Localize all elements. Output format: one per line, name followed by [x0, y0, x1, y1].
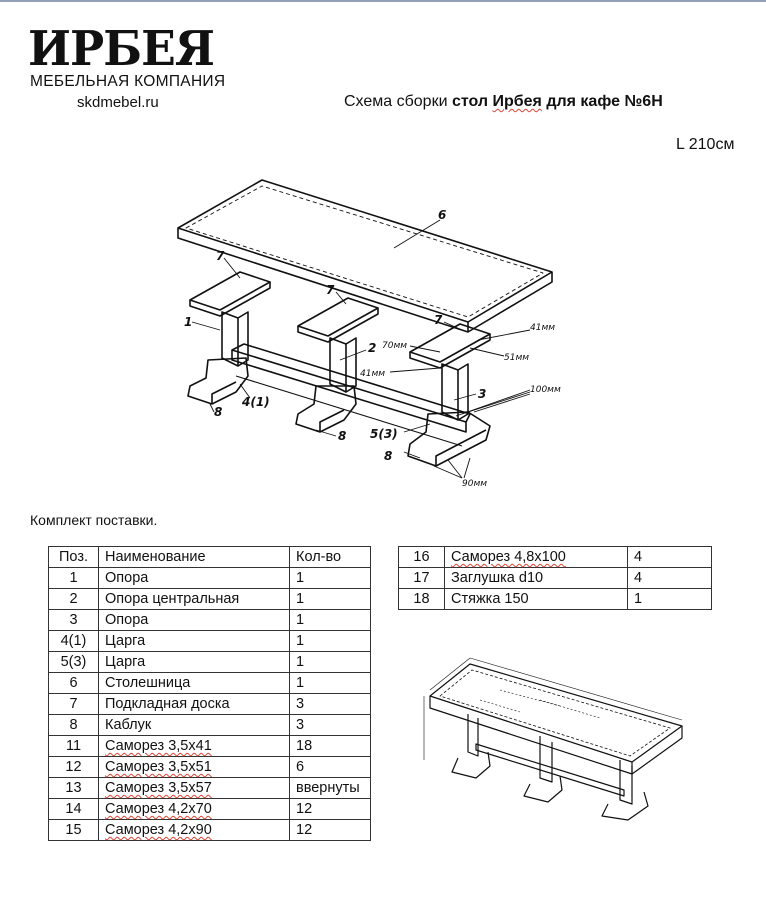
company-tagline: МЕБЕЛЬНАЯ КОМПАНИЯ [30, 73, 226, 90]
table-row: 15 Саморез 4,2х90 12 [49, 820, 371, 841]
title-bold: стол Ирбея для кафе №6Н [451, 93, 663, 110]
header-name: Наименование [99, 547, 290, 568]
table-row: 18 Стяжка 150 1 [399, 589, 712, 610]
dim-70mm: 70мм [382, 341, 408, 351]
label-part-7: 7 [216, 249, 225, 263]
label-part-8: 8 [338, 429, 347, 443]
table-row: 12 Саморез 3,5х51 6 [49, 757, 371, 778]
table-header-row [49, 547, 371, 568]
dim-51mm: 51мм [504, 353, 530, 363]
title-prefix: Схема сборки [344, 93, 452, 110]
table-row: 8 Каблук 3 [49, 715, 371, 736]
table-row: 17 Заглушка d10 4 [399, 568, 712, 589]
header-pos: Поз. [49, 547, 99, 568]
label-part-7: 7 [434, 313, 443, 327]
label-part-1: 1 [184, 315, 193, 329]
brand-logo [28, 22, 218, 72]
header-qty: Кол-во [290, 547, 371, 568]
website-link[interactable]: skdmebel.ru [77, 94, 159, 111]
svg-text:ИРБЕЯ: ИРБЕЯ [28, 22, 214, 72]
dim-41mm: 41мм [530, 323, 556, 333]
table-length: L 210см [676, 136, 735, 153]
table-row: 13 Саморез 3,5х57 ввернуты [49, 778, 371, 799]
dim-100mm: 100мм [530, 385, 561, 395]
kit-table [48, 546, 371, 841]
table-row: 6 Столешница 1 [49, 673, 371, 694]
label-part-3: 3 [478, 387, 487, 401]
kit-table-continued [398, 546, 712, 610]
kit-caption: Комплект поставки. [30, 512, 158, 528]
dim-90mm: 90мм [462, 479, 488, 489]
dim-41mm: 41мм [360, 369, 386, 379]
label-part-4: 4(1) [242, 395, 270, 409]
table-row: 4(1) Царга 1 [49, 631, 371, 652]
label-part-8: 8 [214, 405, 223, 419]
leg-center [296, 298, 378, 432]
table-row: 11 Саморез 3,5х41 18 [49, 736, 371, 757]
page-title [344, 93, 663, 111]
table-row: 14 Саморез 4,2х70 12 [49, 799, 371, 820]
table-row: 5(3) Царга 1 [49, 652, 371, 673]
label-part-7: 7 [326, 283, 335, 297]
table-row: 3 Опора 1 [49, 610, 371, 631]
leg-left [188, 272, 270, 404]
label-part-6: 6 [438, 208, 447, 222]
table-row: 16 Саморез 4,8х100 4 [399, 547, 712, 568]
top-border-line [0, 0, 766, 2]
assembly-drawing [170, 170, 590, 500]
table-row: 7 Подкладная доска 3 [49, 694, 371, 715]
table-row: 2 Опора центральная 1 [49, 589, 371, 610]
label-part-5: 5(3) [370, 427, 398, 441]
assembled-table-preview [408, 652, 698, 822]
label-part-2: 2 [368, 341, 377, 355]
label-part-8: 8 [384, 449, 393, 463]
table-row: 1 Опора 1 [49, 568, 371, 589]
